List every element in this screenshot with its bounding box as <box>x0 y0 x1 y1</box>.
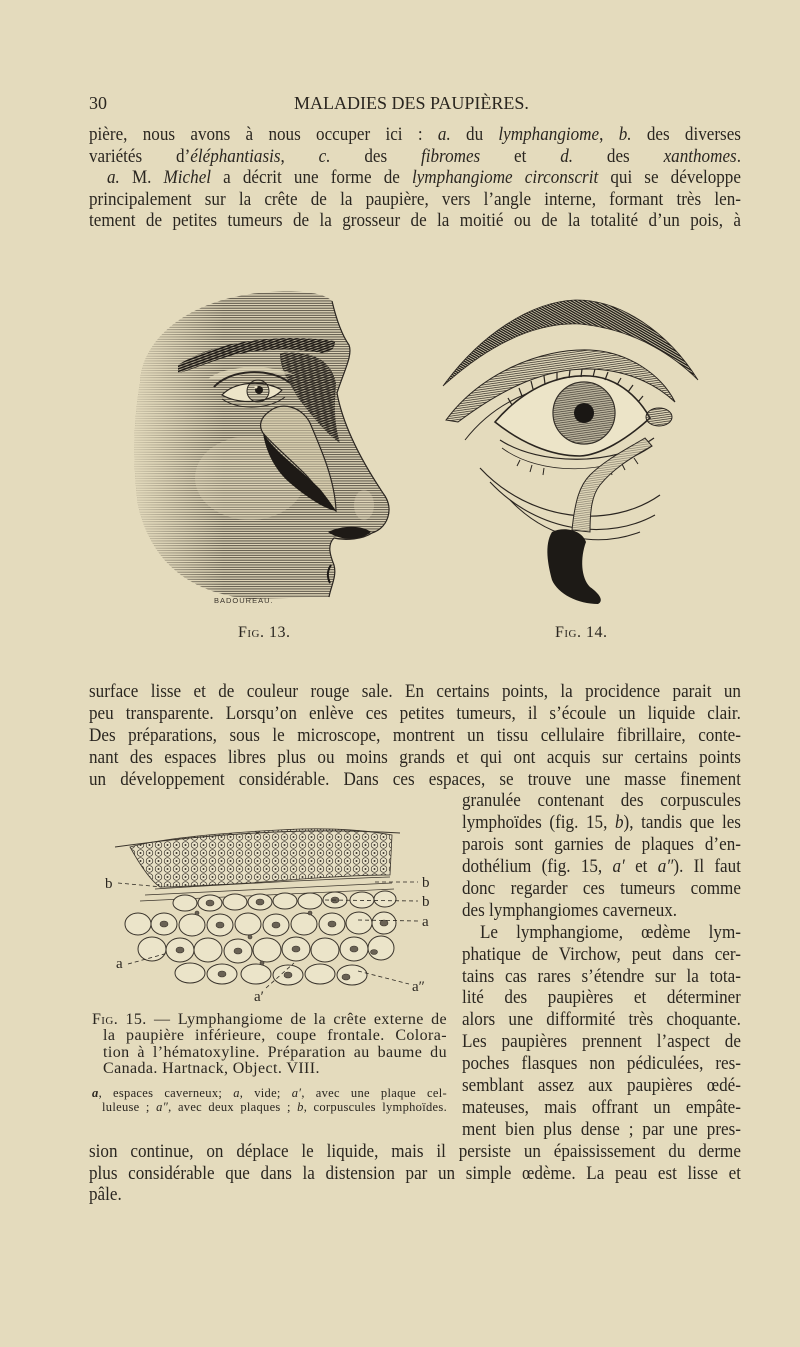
italic-term: b <box>614 812 624 834</box>
text-line: sion continue, on déplace le liquide, mais il persiste un épaississement du derme <box>89 1140 741 1162</box>
caption-line: la paupière inférieure, coupe frontale. Colora- <box>103 1028 447 1044</box>
column-line: des lymphangiomes caverneux. <box>461 899 678 921</box>
column-line: tains cas rares s’étendre sur la tota- <box>461 965 741 987</box>
text-line: plus considérable que dans la distension par un simple œdème. La peau est lisse et <box>89 1162 741 1184</box>
intro-paragraph <box>89 124 741 232</box>
text-line: un développement considérable. Dans ces espaces, se trouve une masse finement <box>89 768 741 790</box>
column-line: granulée contenant des corpuscules <box>461 790 741 812</box>
italic-term: fibromes <box>421 145 481 167</box>
column-line: lymphoïdes (fig. 15, b), tandis que les <box>461 812 741 834</box>
text-line: peu transparente. Lorsqu’on enlève ces petites tumeurs, il s’écoule un liquide clair. <box>89 702 741 724</box>
text-line: principalement sur la crête de la paupière, vers l’angle interne, formant très len- <box>89 188 741 210</box>
italic-term: lymphangiome circonscrit <box>411 167 599 189</box>
italic-term: c. <box>318 145 331 167</box>
label-b-right-lower: b <box>422 894 430 910</box>
fig14-label: Fig. 14. <box>555 624 608 641</box>
label-a-right: a <box>422 914 429 930</box>
text-line: pière, nous avons à nous occuper ici : a. du lymphangiome, b. des diverses <box>89 124 741 145</box>
pupil <box>574 403 594 423</box>
column-line: ment bien plus dense ; par une pres- <box>461 1118 741 1140</box>
text-line: variétés d’éléphantiasis, c. des fibromes et d. des xanthomes. <box>89 145 741 167</box>
italic-term: a′ <box>612 856 625 878</box>
italic-term: a. <box>437 124 451 145</box>
fig15-label: Fig. 15. <box>92 1011 147 1028</box>
label-a-prime: a′ <box>254 989 264 1005</box>
text-line: nant des espaces libres plus ou moins grands et qui ont acquis sur certains points <box>89 746 741 768</box>
caption-line: tion à l’hématoxyline. Préparation au baume du <box>103 1044 447 1061</box>
column-line: parois sont garnies de plaques d’en- <box>461 834 741 856</box>
caption-line: Canada. Hartnack, Object. VIII. <box>103 1061 320 1077</box>
text-line: Des préparations, sous le microscope, montrent un tissu cellulaire fibrillaire, conte- <box>89 724 741 746</box>
running-title: MALADIES DES PAUPIÈRES. <box>294 93 529 113</box>
label-b-left: b <box>105 876 113 892</box>
column-line: donc regarder ces tumeurs comme <box>461 878 741 900</box>
column-line: poches flasques non pédiculées, res- <box>461 1053 741 1075</box>
text-line: tement de petites tumeurs de la grosseur de la moitié ou de la totalité d’un pois, à <box>89 210 741 232</box>
text-line: pâle. <box>89 1184 122 1206</box>
column-line: alors une difformité très choquante. <box>461 1009 741 1031</box>
caption-line: Fig. 15. — Lymphangiome de la crête externe de <box>92 1011 447 1028</box>
column-line: dothélium (fig. 15, a′ et a″). Il faut <box>461 856 741 878</box>
column-line: lité des paupières et déterminer <box>461 987 741 1009</box>
italic-term: a″ <box>657 856 674 878</box>
legend-line: a, espaces caverneux; a, vide; a′, avec une plaque cel- <box>92 1086 447 1100</box>
text-line: a. M. Michel a décrit une forme de lymphangiome circonscrit qui se développe <box>107 167 741 189</box>
legend-line: luleuse ; a″, avec deux plaques ; b, corpuscules lymphoïdes. <box>102 1100 447 1114</box>
page-number: 30 <box>89 93 107 113</box>
italic-term: lymphangiome <box>498 124 600 145</box>
italic-term: éléphantiasis <box>190 145 281 167</box>
text-line: surface lisse et de couleur rouge sale. En certains points, la procidence parait un <box>89 681 741 702</box>
italic-term: b. <box>618 124 632 145</box>
column-line: Les paupières prennent l’aspect de <box>461 1031 741 1053</box>
fig13-label: Fig. 13. <box>238 624 291 641</box>
fig14-illustration <box>440 290 700 605</box>
label-b-right-upper: b <box>422 875 430 891</box>
fig15-legend <box>92 1086 447 1114</box>
column-line: semblant assez aux paupières œdé- <box>461 1075 741 1097</box>
fig13-illustration <box>130 283 392 600</box>
italic-term: Michel <box>163 167 212 189</box>
fig15-caption <box>92 1012 447 1078</box>
engraver-signature: BADOUREAU. <box>214 596 274 605</box>
column-line: Le lymphangiome, œdème lym- <box>479 921 741 943</box>
italic-term: xanthomes <box>663 145 737 167</box>
fig15-illustration <box>100 825 440 1005</box>
column-line: phatique de Virchow, peut dans cer- <box>461 943 741 965</box>
column-line: mateuses, mais offrant un empâte- <box>461 1096 741 1118</box>
italic-term: a. <box>107 167 120 189</box>
eyebrow <box>443 300 698 386</box>
label-a-left: a <box>116 956 123 972</box>
label-a-double-prime: a″ <box>412 979 425 995</box>
italic-term: d. <box>560 145 574 167</box>
